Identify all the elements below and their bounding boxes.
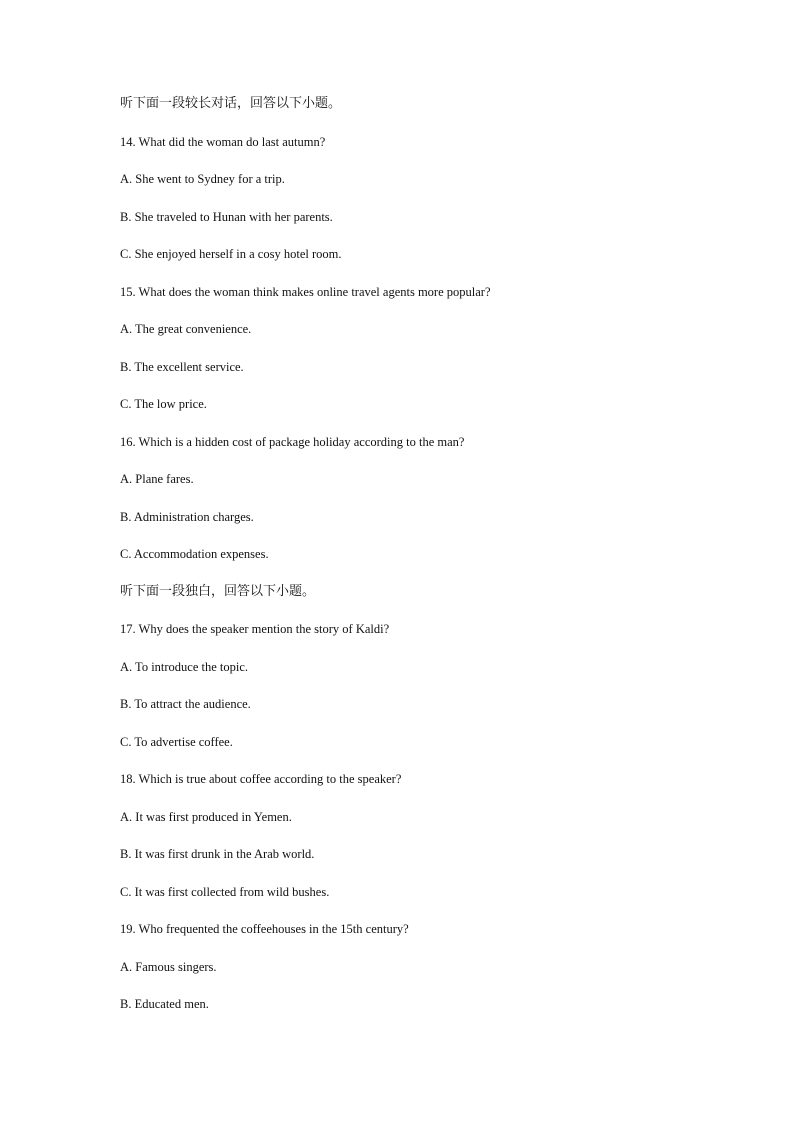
question-16-option-c: C. Accommodation expenses.: [120, 547, 269, 561]
section-heading-dialogue: 听下面一段较长对话，回答以下小题。: [120, 96, 342, 111]
document-content: [120, 95, 720, 1033]
question-14-option-b: B. She traveled to Hunan with her parents.: [120, 209, 333, 224]
question-15-option-b: B. The excellent service.: [120, 359, 244, 374]
question-18-option-a: A. It was first produced in Yemen.: [120, 809, 292, 824]
question-15-option-c: C. The low price.: [120, 397, 207, 411]
question-17-option-a: A. To introduce the topic.: [120, 659, 249, 674]
question-18-option-c: C. It was first collected from wild bushes.: [120, 884, 330, 899]
question-16-option-a: A. Plane fares.: [120, 472, 194, 486]
question-18-option-b: B. It was first drunk in the Arab world.: [120, 847, 315, 861]
question-14: 14. What did the woman do last autumn?: [120, 134, 326, 149]
question-15: 15. What does the woman think makes online travel agents more popular?: [120, 284, 491, 299]
question-19-option-a: A. Famous singers.: [120, 959, 217, 974]
question-19: 19. Who frequented the coffeehouses in the 15th century?: [120, 922, 409, 936]
question-14-option-a: A. She went to Sydney for a trip.: [120, 172, 285, 186]
question-14-option-c: C. She enjoyed herself in a cosy hotel room.: [120, 247, 342, 261]
question-16: 16. Which is a hidden cost of package holiday according to the man?: [120, 434, 465, 449]
question-19-option-b: B. Educated men.: [120, 997, 209, 1011]
question-15-option-a: A. The great convenience.: [120, 322, 252, 336]
section-heading-monologue: 听下面一段独白，回答以下小题。: [120, 583, 316, 599]
question-17-option-b: B. To attract the audience.: [120, 697, 251, 711]
question-17: 17. Why does the speaker mention the story of Kaldi?: [120, 622, 390, 636]
question-17-option-c: C. To advertise coffee.: [120, 734, 233, 749]
question-16-option-b: B. Administration charges.: [120, 509, 254, 524]
question-18: 18. Which is true about coffee according to the speaker?: [120, 772, 402, 786]
